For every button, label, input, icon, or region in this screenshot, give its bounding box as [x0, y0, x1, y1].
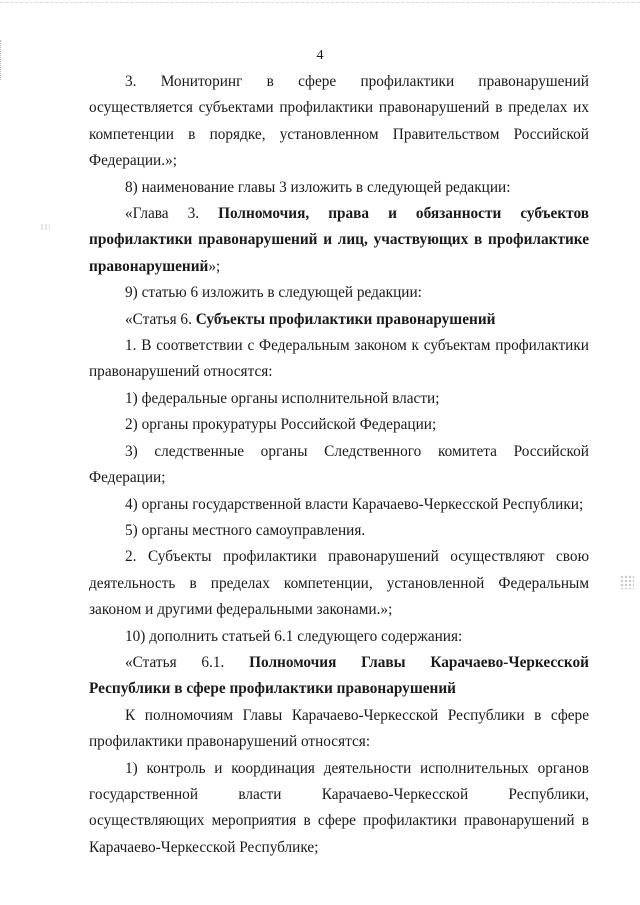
paragraph-article-6-part-2: 2. Субъекты профилактики правонарушений осуществляют свою деятельность в пределах компетенции, установленной Федеральным законом и другими федеральными законами.»; [89, 548, 589, 619]
chapter-prefix: «Глава 3. [125, 205, 219, 223]
paragraph-powers-intro: К полномочиям Главы Карачаево-Черкесской Республики в сфере профилактики правонарушений относятся: [89, 706, 589, 751]
paragraph-item-9: 9) статью 6 изложить в следующей редакции: [125, 284, 422, 302]
scan-speck-left [40, 224, 50, 230]
chapter-suffix: »; [208, 257, 221, 275]
document-body [89, 69, 589, 861]
article-6-1-title-bold: Полномочия Главы Карачаево-Черкесской Республики в сфере профилактики правонарушений [89, 653, 589, 698]
list-item-1: 1) федеральные органы исполнительной власти; [125, 389, 440, 407]
page-number: 4 [316, 48, 324, 63]
article-6-1-prefix: «Статья 6.1. [125, 653, 250, 671]
scan-speck-right [620, 575, 634, 589]
list-item-4: 4) органы государственной власти Карачаево-Черкесской Республики; [125, 495, 584, 513]
paragraph-article-6-title [89, 307, 589, 333]
list-item-2: 2) органы прокуратуры Российской Федерации; [125, 416, 437, 434]
paragraph-item-8: 8) наименование главы 3 изложить в следующей редакции: [125, 178, 511, 196]
paragraph-chapter-3-title [89, 201, 589, 280]
scan-top-artifact [0, 2, 640, 9]
chapter-title-bold: Полномочия, права и обязанности субъектов профилактики правонарушений и лиц, участвующих в профилактике правонарушений [89, 205, 589, 275]
list-item-5: 5) органы местного самоуправления. [125, 521, 366, 539]
paragraph-monitoring: 3. Мониторинг в сфере профилактики правонарушений осуществляется субъектами профилактики правонарушений в пределах их компетенции в порядке, установленном Правительством Российской Федерации.»; [89, 73, 589, 170]
paragraph-article-6-part-1: 1. В соответствии с Федеральным законом к субъектам профилактики правонарушений относятся: [89, 337, 589, 381]
article-6-prefix: «Статья 6. [125, 310, 196, 328]
paragraph-item-10: 10) дополнить статьей 6.1 следующего содержания: [125, 627, 463, 645]
article-6-title-bold: Субъекты профилактики правонарушений [195, 310, 496, 328]
list-item-3: 3) следственные органы Следственного комитета Российской Федерации; [89, 442, 589, 487]
paragraph-article-6-1-title [89, 650, 589, 703]
list-item-powers-1: 1) контроль и координация деятельности исполнительных органов государственной власти Карачаево-Черкесской Республики, осуществляющих мероприятия в сфере профилактики правонарушений в Карачаево-Черкесской Республике; [89, 759, 589, 856]
